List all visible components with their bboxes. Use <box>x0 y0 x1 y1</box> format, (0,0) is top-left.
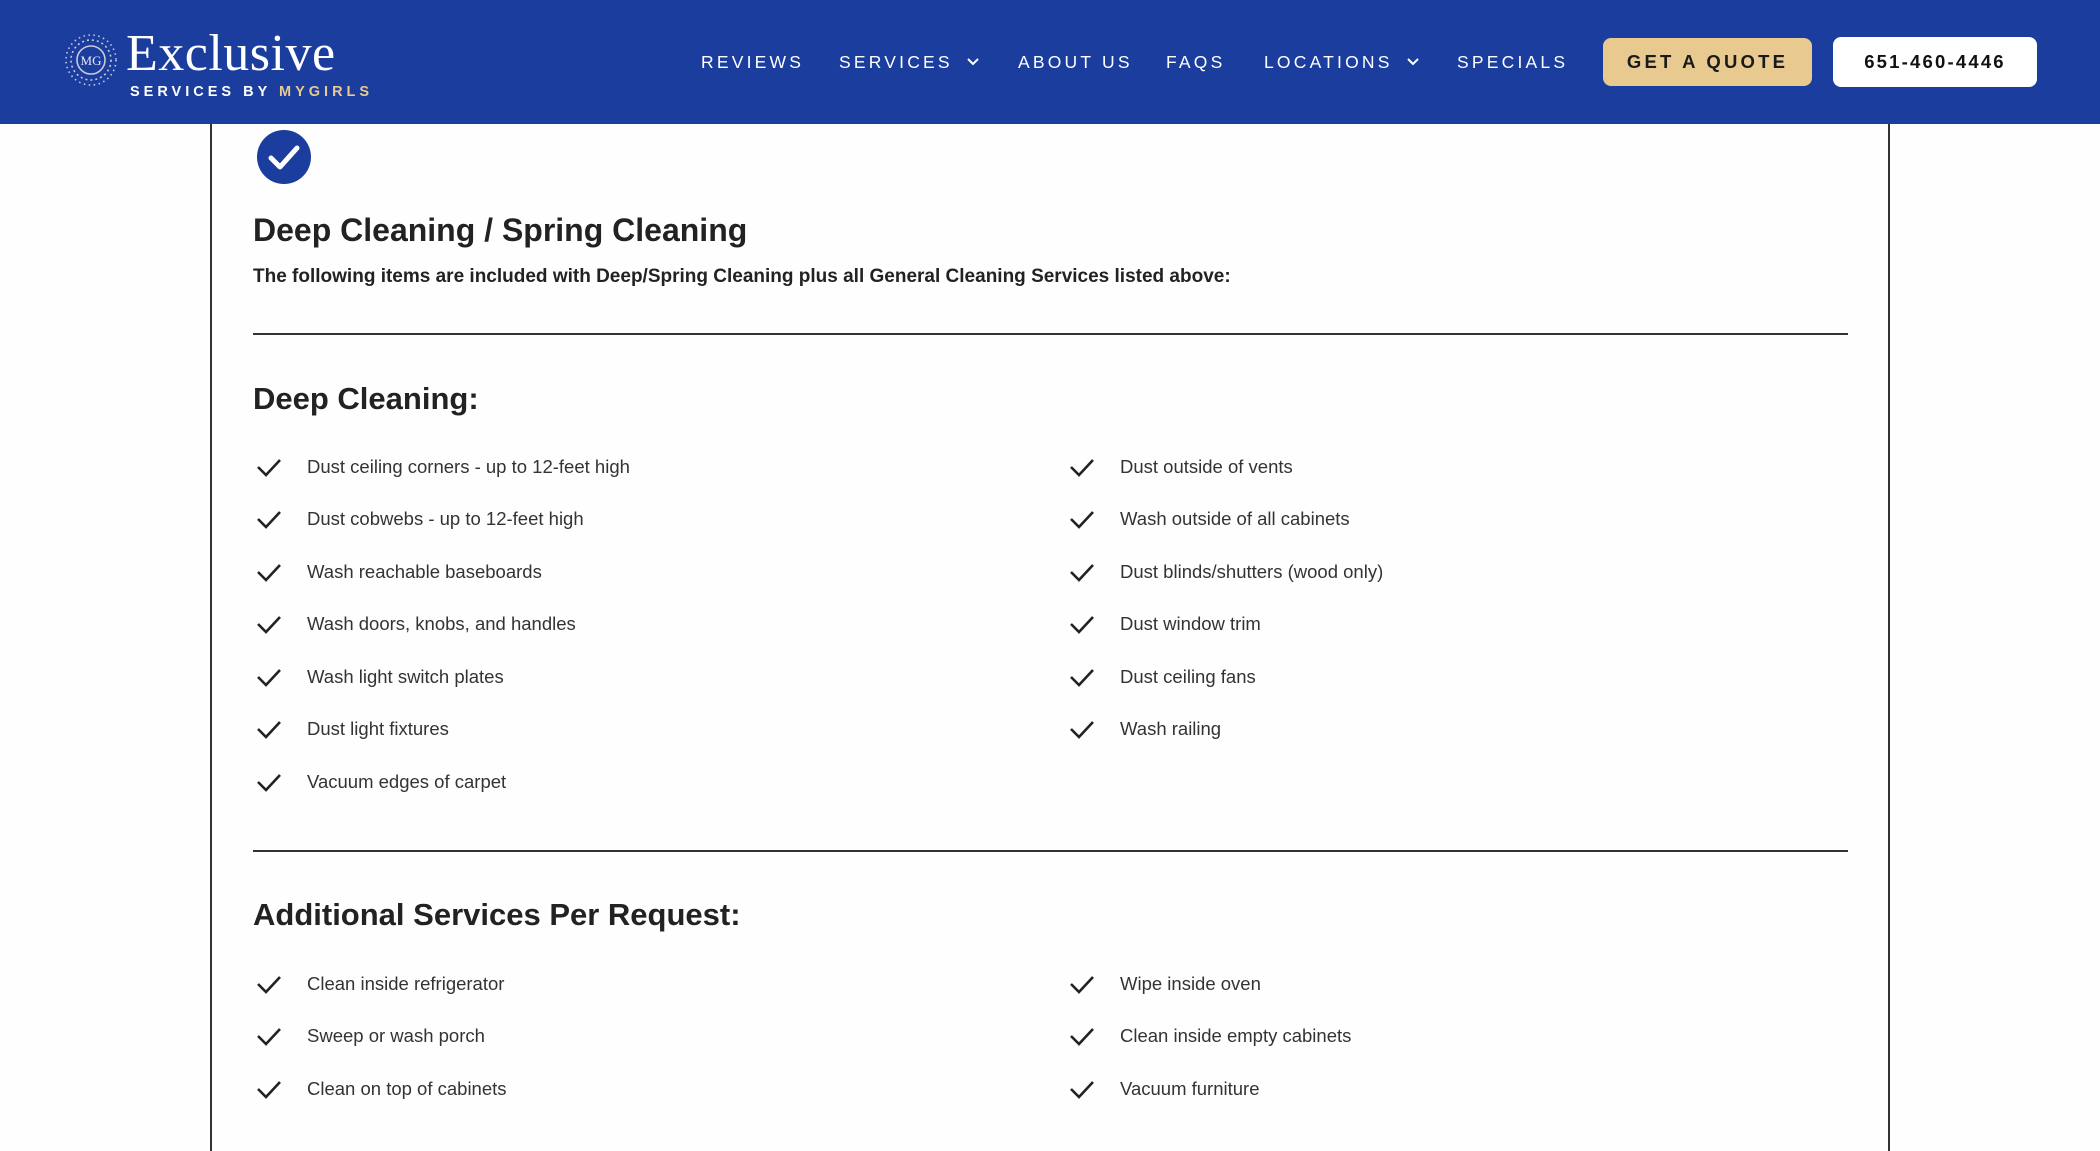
checkmark-icon <box>1068 972 1096 996</box>
chevron-down-icon <box>1405 54 1421 70</box>
checkmark-icon <box>255 665 283 689</box>
nav-specials-label: SPECIALS <box>1457 51 1569 72</box>
list-item <box>1068 1074 1260 1104</box>
checkmark-icon <box>255 770 283 794</box>
checkmark-icon <box>1068 1024 1096 1048</box>
deep-cleaning-title: Deep Cleaning: <box>253 381 479 416</box>
svg-text:MG: MG <box>80 53 102 68</box>
nav-reviews[interactable] <box>701 50 804 74</box>
checkmark-icon <box>1068 455 1096 479</box>
list-item <box>255 504 584 534</box>
list-item <box>255 609 576 639</box>
checkmark-icon <box>255 1024 283 1048</box>
list-item <box>1068 452 1293 482</box>
section-title: Deep Cleaning / Spring Cleaning <box>253 212 748 248</box>
nav-about-us[interactable] <box>1018 50 1133 74</box>
list-item-label: Dust ceiling fans <box>1120 666 1256 687</box>
site-header <box>0 0 2100 124</box>
list-item <box>255 1074 507 1104</box>
checkmark-icon <box>1068 612 1096 636</box>
list-item <box>1068 714 1221 744</box>
additional-services-title: Additional Services Per Request: <box>253 897 741 932</box>
list-item <box>255 767 506 797</box>
divider <box>253 333 1848 335</box>
list-item-label: Clean on top of cabinets <box>307 1078 507 1099</box>
list-item-label: Dust ceiling corners - up to 12-feet high <box>307 456 630 477</box>
list-item <box>1068 504 1350 534</box>
list-item <box>255 557 542 587</box>
list-item <box>1068 969 1261 999</box>
list-item-label: Dust window trim <box>1120 613 1261 634</box>
nav-faqs[interactable] <box>1166 50 1225 74</box>
checkmark-icon <box>255 972 283 996</box>
list-item-label: Wash doors, knobs, and handles <box>307 613 576 634</box>
checkmark-icon <box>1068 560 1096 584</box>
list-item-label: Dust cobwebs - up to 12-feet high <box>307 508 584 529</box>
list-item-label: Wash railing <box>1120 718 1222 739</box>
list-item <box>1068 609 1261 639</box>
list-item-label: Dust blinds/shutters (wood only) <box>1120 561 1384 582</box>
list-item <box>255 662 504 692</box>
list-item-label: Vacuum furniture <box>1120 1078 1260 1099</box>
list-item <box>255 714 449 744</box>
list-item-label: Dust outside of vents <box>1120 456 1293 477</box>
checkmark-icon <box>255 507 283 531</box>
list-item-label: Vacuum edges of carpet <box>307 771 507 792</box>
nav-locations-label: LOCATIONS <box>1264 51 1393 72</box>
checkmark-icon <box>255 717 283 741</box>
list-item-label: Clean inside empty cabinets <box>1120 1025 1352 1046</box>
nav-locations[interactable] <box>1264 50 1421 74</box>
get-a-quote-button[interactable]: GET A QUOTE <box>1603 38 1812 86</box>
checkmark-icon <box>1068 1077 1096 1101</box>
checkmark-icon <box>1068 717 1096 741</box>
nav-about-us-label: ABOUT US <box>1018 51 1133 72</box>
brand-tagline-prefix: SERVICES BY <box>130 84 280 100</box>
list-item-label: Wash reachable baseboards <box>307 561 542 582</box>
list-item <box>1068 557 1383 587</box>
list-item-label: Sweep or wash porch <box>307 1025 485 1046</box>
checkmark-icon <box>255 1077 283 1101</box>
checkmark-icon <box>1068 507 1096 531</box>
nav-services[interactable] <box>839 50 981 74</box>
brand-name: Exclusive <box>126 25 336 82</box>
checkmark-icon <box>1068 665 1096 689</box>
list-item <box>255 969 504 999</box>
nav-faqs-label: FAQS <box>1166 51 1226 72</box>
brand-tagline-accent: MYGIRLS <box>279 84 374 100</box>
divider <box>253 850 1848 852</box>
list-item-label: Wash light switch plates <box>307 666 504 687</box>
list-item-label: Wash outside of all cabinets <box>1120 508 1350 529</box>
phone-button[interactable]: 651-460-4446 <box>1833 37 2037 87</box>
section-intro: The following items are included with Deep/Spring Cleaning plus all General Cleaning Services listed above: <box>253 266 1231 287</box>
nav-reviews-label: REVIEWS <box>701 51 805 72</box>
list-item <box>255 1021 485 1051</box>
list-item <box>1068 662 1256 692</box>
checkmark-icon <box>255 455 283 479</box>
list-item <box>1068 1021 1351 1051</box>
chevron-down-icon <box>965 54 981 70</box>
check-circle-icon <box>257 130 311 184</box>
nav-services-label: SERVICES <box>839 51 953 72</box>
list-item-label: Clean inside refrigerator <box>307 973 505 994</box>
checkmark-icon <box>255 612 283 636</box>
checkmark-icon <box>255 560 283 584</box>
nav-specials[interactable] <box>1457 50 1568 74</box>
list-item-label: Wipe inside oven <box>1120 973 1261 994</box>
list-item <box>255 452 630 482</box>
list-item-label: Dust light fixtures <box>307 718 449 739</box>
